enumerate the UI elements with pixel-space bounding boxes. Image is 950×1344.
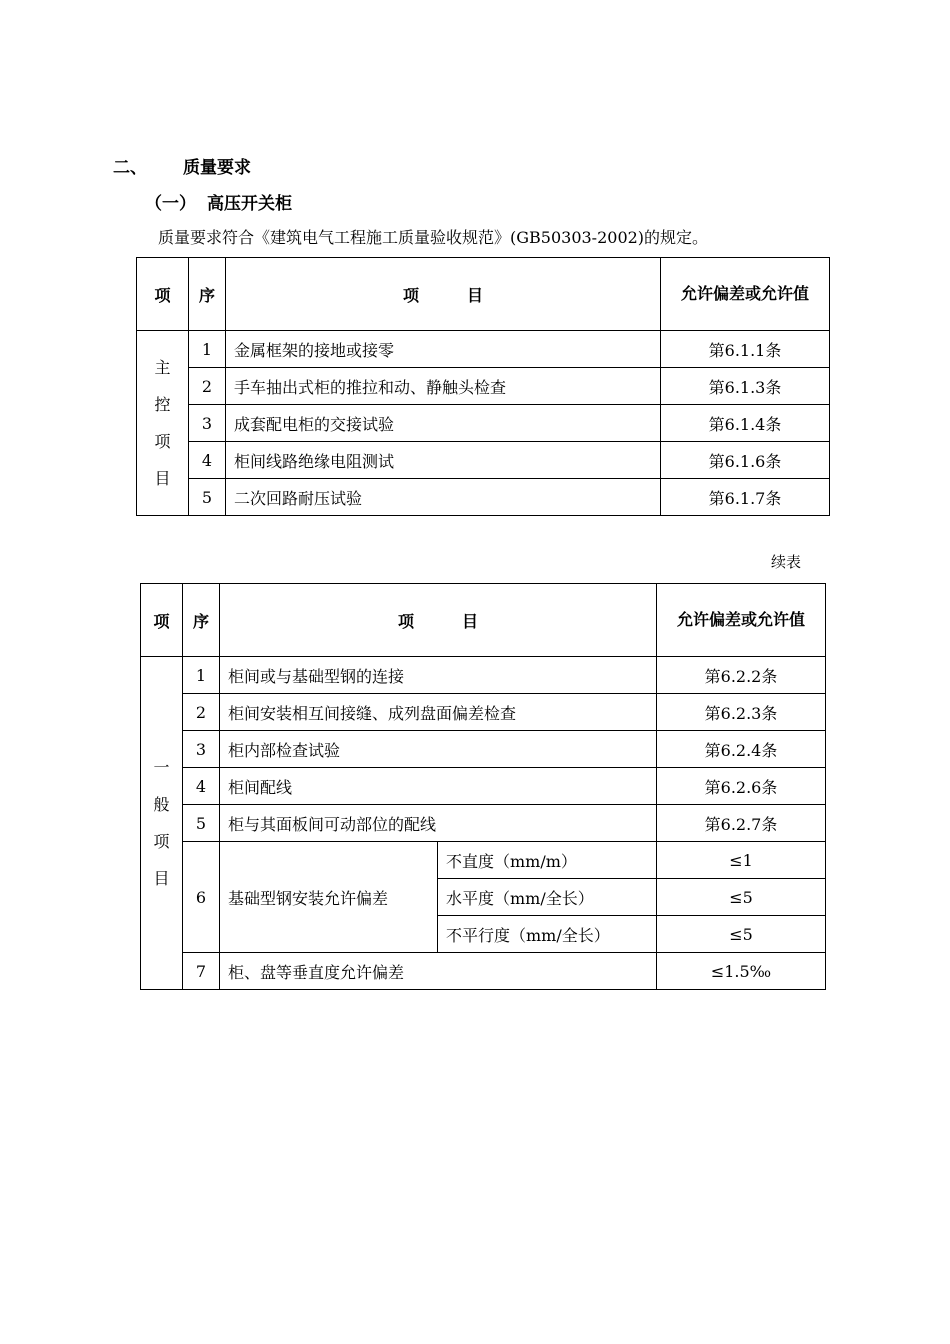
section-title: 质量要求 [183, 158, 251, 178]
row-seq: 6 [183, 842, 220, 953]
table-row [137, 479, 830, 516]
row-value: 第6.2.4条 [657, 731, 826, 768]
table-row [137, 442, 830, 479]
row-seq: 4 [189, 442, 226, 479]
table-header-row [141, 584, 826, 657]
row-value: 第6.2.2条 [657, 657, 826, 694]
row-name: 基础型钢安装允许偏差 [220, 842, 438, 953]
table-row [141, 842, 826, 879]
row-seq: 2 [189, 368, 226, 405]
table-row [141, 731, 826, 768]
sub-item-value: ≤5 [657, 916, 826, 953]
row-seq: 5 [183, 805, 220, 842]
table-row [141, 768, 826, 805]
subsection-number: （一） [145, 194, 196, 214]
row-name: 二次回路耐压试验 [226, 479, 661, 516]
header-tolerance: 允许偏差或允许值 [661, 258, 830, 331]
row-seq: 5 [189, 479, 226, 516]
row-name: 柜内部检查试验 [220, 731, 657, 768]
subsection-title: 高压开关柜 [207, 194, 292, 214]
row-seq: 4 [183, 768, 220, 805]
main-control-table [136, 257, 830, 516]
section-heading [113, 153, 251, 178]
table-row [137, 331, 830, 368]
row-seq: 1 [183, 657, 220, 694]
header-item: 项 [137, 258, 189, 331]
row-name: 柜间安装相互间接缝、成列盘面偏差检查 [220, 694, 657, 731]
table-row [137, 405, 830, 442]
table-row [141, 805, 826, 842]
table-row [141, 953, 826, 990]
sub-item-value: ≤1 [657, 842, 826, 879]
group-label: 主控项目 [137, 331, 189, 516]
table-row [137, 368, 830, 405]
row-seq: 1 [189, 331, 226, 368]
header-seq: 序 [183, 584, 220, 657]
table-row [141, 694, 826, 731]
row-seq: 7 [183, 953, 220, 990]
table-row [141, 657, 826, 694]
row-value: 第6.2.6条 [657, 768, 826, 805]
row-seq: 3 [189, 405, 226, 442]
row-value: 第6.1.6条 [661, 442, 830, 479]
header-name: 项 目 [226, 258, 661, 331]
row-name: 手车抽出式柜的推拉和动、静触头检查 [226, 368, 661, 405]
row-value: 第6.1.7条 [661, 479, 830, 516]
row-value: 第6.1.3条 [661, 368, 830, 405]
header-seq: 序 [189, 258, 226, 331]
row-name: 柜与其面板间可动部位的配线 [220, 805, 657, 842]
general-items-table [140, 583, 826, 990]
row-seq: 2 [183, 694, 220, 731]
row-value: ≤1.5‰ [657, 953, 826, 990]
sub-item-name: 水平度（mm/全长） [438, 879, 657, 916]
row-value: 第6.2.3条 [657, 694, 826, 731]
section-number: 二、 [113, 158, 147, 178]
intro-paragraph: 质量要求符合《建筑电气工程施工质量验收规范》(GB50303-2002)的规定。 [158, 228, 709, 247]
row-name: 金属框架的接地或接零 [226, 331, 661, 368]
row-value: 第6.1.4条 [661, 405, 830, 442]
header-tolerance: 允许偏差或允许值 [657, 584, 826, 657]
sub-item-name: 不平行度（mm/全长） [438, 916, 657, 953]
row-name: 柜间配线 [220, 768, 657, 805]
group-label: 一般项目 [141, 657, 183, 990]
header-item: 项 [141, 584, 183, 657]
row-value: 第6.1.1条 [661, 331, 830, 368]
row-name: 成套配电柜的交接试验 [226, 405, 661, 442]
row-name: 柜、盘等垂直度允许偏差 [220, 953, 657, 990]
table-header-row [137, 258, 830, 331]
sub-item-value: ≤5 [657, 879, 826, 916]
header-name: 项 目 [220, 584, 657, 657]
continued-label: 续表 [771, 553, 802, 571]
sub-item-name: 不直度（mm/m） [438, 842, 657, 879]
row-name: 柜间线路绝缘电阻测试 [226, 442, 661, 479]
row-value: 第6.2.7条 [657, 805, 826, 842]
row-name: 柜间或与基础型钢的连接 [220, 657, 657, 694]
subsection-heading [145, 189, 292, 214]
row-seq: 3 [183, 731, 220, 768]
